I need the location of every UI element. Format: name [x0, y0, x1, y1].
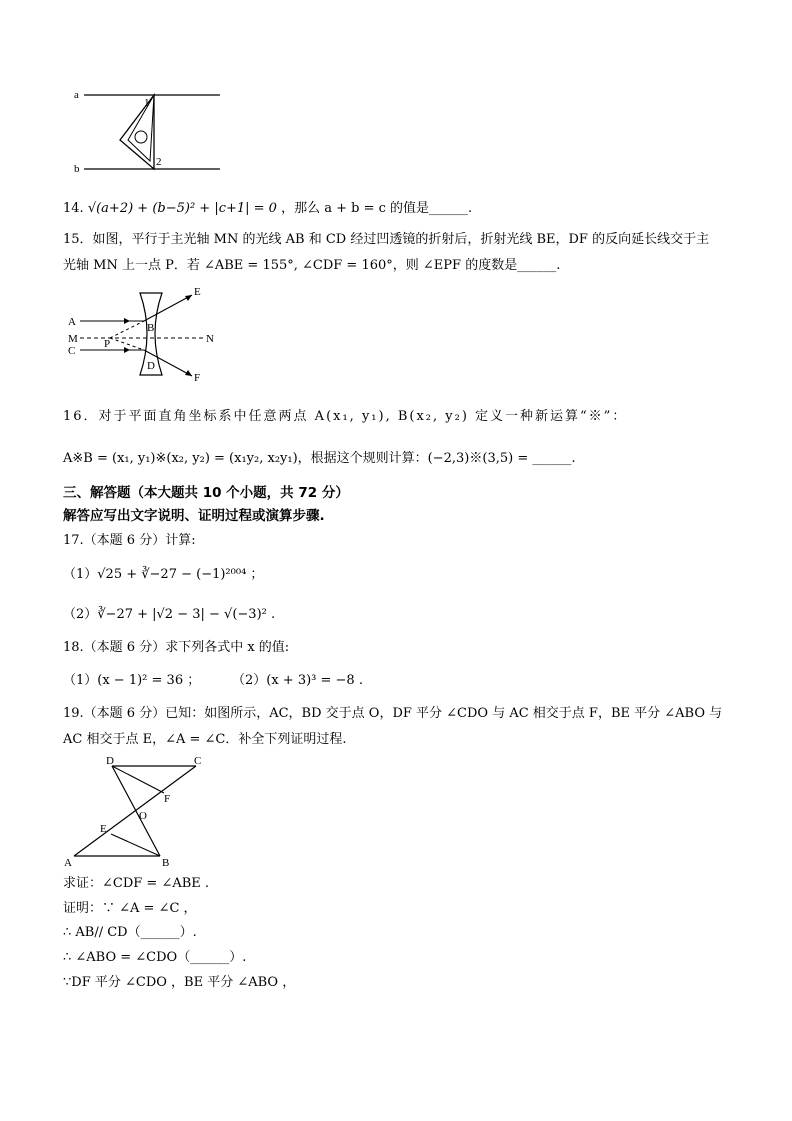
q14-text: ，那么 a + b = c 的值是______.	[281, 201, 473, 216]
label-C: C	[194, 755, 202, 767]
concave-lens-figure	[64, 283, 224, 389]
label-P: P	[104, 338, 111, 350]
label-O: O	[139, 810, 147, 822]
question-16-line2: A※B = (x₁, y₁)※(x₂, y₂) = (x₁y₂, x₂y₁)，根据这个规则计算：(−2,3)※(3,5) = ______.	[63, 451, 576, 466]
label-E: E	[194, 286, 201, 298]
proof-claim: 求证：∠CDF = ∠ABE .	[63, 876, 210, 891]
label-line-b: b	[74, 163, 80, 175]
label-angle-2: 2	[156, 156, 162, 168]
proof-step-2: ∴ AB// CD（______）.	[63, 925, 197, 940]
crossed-triangles-figure	[60, 752, 220, 870]
question-17-head: 17.（本题 6 分）计算:	[63, 533, 196, 548]
question-19-line1: 19.（本题 6 分）已知：如图所示，AC，BD 交于点 O，DF 平分 ∠CDO 与 AC 相交于点 F，BE 平分 ∠ABO 与	[63, 706, 723, 721]
label-D: D	[147, 360, 155, 372]
question-16-line1: 16．对于平面直角坐标系中任意两点 A(x₁, y₁), B(x₂, y₂) 定义一种新运算“※”：	[63, 409, 628, 424]
label-C: C	[68, 345, 76, 357]
q14-formula: √(a+2) + (b−5)² + |c+1| = 0	[87, 201, 277, 216]
proof-step-3: ∴ ∠ABO = ∠CDO（______）.	[63, 950, 247, 965]
section-3-subtitle: 解答应写出文字说明、证明过程或演算步骤.	[63, 508, 325, 524]
question-18-part2: （2）(x + 3)³ = −8 .	[232, 673, 363, 688]
question-15-line2: 光轴 MN 上一点 P．若 ∠ABE = 155°, ∠CDF = 160°，则 ∠EPF 的度数是______.	[63, 258, 561, 273]
label-A: A	[64, 857, 72, 869]
question-15-line1: 15．如图，平行于主光轴 MN 的光线 AB 和 CD 经过凹透镜的折射后，折射光线 BE，DF 的反向延长线交于主	[63, 232, 710, 247]
question-14	[63, 200, 472, 218]
question-17-part2: （2）∛−27 + |√2 − 3| − √(−3)² .	[63, 607, 276, 622]
question-18-head: 18.（本题 6 分）求下列各式中 x 的值:	[63, 640, 290, 655]
label-M: M	[68, 333, 78, 345]
q14-number: 14.	[63, 201, 84, 216]
label-angle-1: 1	[144, 97, 150, 109]
label-B: B	[147, 322, 155, 334]
label-B: B	[162, 857, 170, 869]
question-17-part1: （1）√25 + ∛−27 − (−1)²⁰⁰⁴ ；	[63, 567, 264, 582]
proof-step-1: 证明：∵ ∠A = ∠C ，	[63, 901, 197, 916]
label-E: E	[100, 823, 107, 835]
label-F: F	[194, 372, 201, 384]
label-D: D	[106, 755, 114, 767]
label-A: A	[68, 316, 76, 328]
label-F: F	[164, 793, 171, 805]
proof-step-4: ∵DF 平分 ∠CDO ，BE 平分 ∠ABO ，	[63, 975, 296, 990]
parallel-lines-triangle-figure	[70, 85, 230, 180]
label-line-a: a	[74, 89, 79, 101]
question-18-part1: （1）(x − 1)² = 36 ；	[63, 673, 201, 688]
question-19-line2: AC 相交于点 E，∠A = ∠C．补全下列证明过程.	[63, 732, 347, 747]
section-3-title: 三、解答题（本大题共 10 个小题，共 72 分）	[63, 485, 349, 501]
label-N: N	[206, 333, 214, 345]
